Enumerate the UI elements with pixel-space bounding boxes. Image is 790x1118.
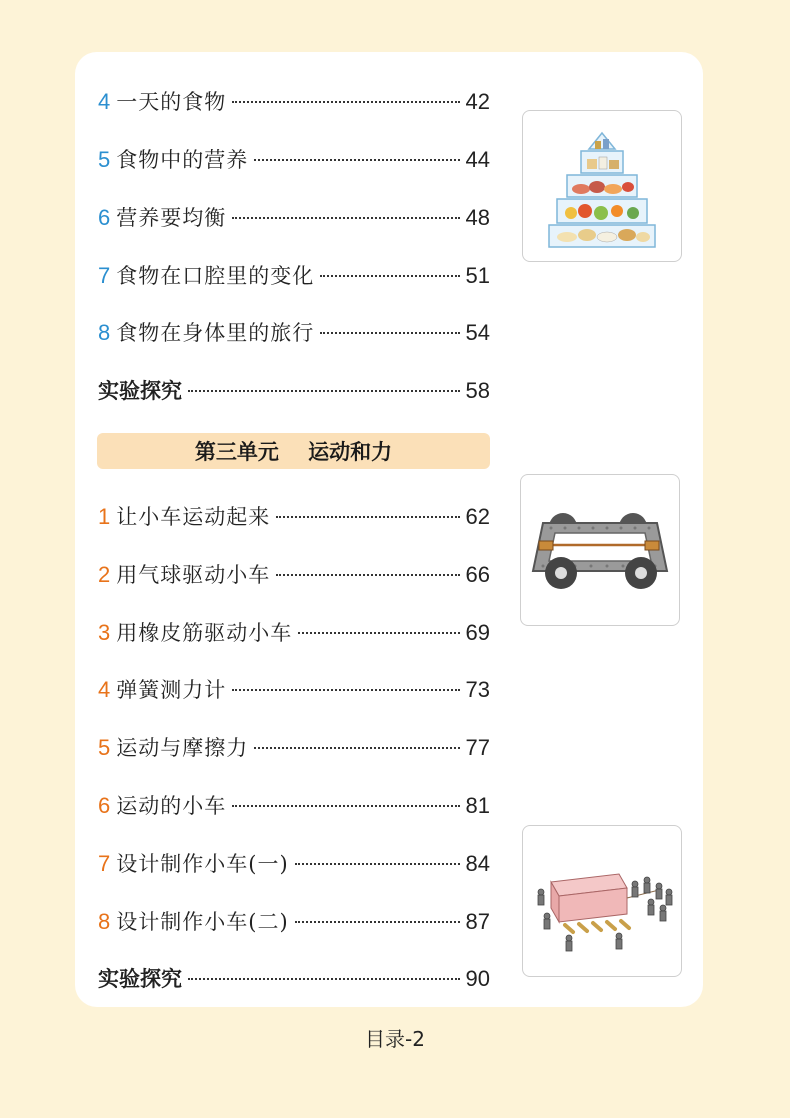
dot-leader — [232, 217, 459, 219]
entry-page: 44 — [465, 147, 490, 172]
toc-entry[interactable] — [98, 317, 490, 347]
entry-number: 6 — [98, 205, 111, 230]
entry-title: 食物在口腔里的变化 — [116, 264, 315, 288]
entry-page: 58 — [465, 378, 490, 403]
dot-leader — [254, 159, 459, 161]
dot-leader — [254, 747, 459, 749]
entry-number: 8 — [98, 909, 111, 934]
entry-page: 66 — [465, 562, 490, 587]
toc-entry[interactable] — [98, 617, 490, 647]
toc-entry[interactable] — [98, 790, 490, 820]
entry-title: 用橡皮筋驱动小车 — [116, 621, 293, 645]
dot-leader — [295, 921, 460, 923]
entry-title: 设计制作小车(二) — [116, 910, 289, 934]
entry-title: 一天的食物 — [116, 90, 227, 114]
dot-leader — [298, 632, 459, 634]
entry-title: 设计制作小车(一) — [116, 852, 289, 876]
toc-entry-experiment[interactable] — [98, 375, 490, 405]
toc-entry[interactable] — [98, 144, 490, 174]
dot-leader — [232, 101, 459, 103]
page-footer: 目录-2 — [365, 1027, 425, 1051]
unit-header[interactable] — [97, 433, 490, 469]
dot-leader — [232, 689, 459, 691]
entry-page: 62 — [465, 504, 490, 529]
entry-title: 弹簧测力计 — [116, 678, 227, 702]
entry-number: 5 — [98, 147, 111, 172]
entry-title: 营养要均衡 — [116, 206, 227, 230]
toc-entry[interactable] — [98, 202, 490, 232]
entry-number: 3 — [98, 620, 111, 645]
entry-title: 运动与摩擦力 — [116, 736, 249, 760]
entry-page: 87 — [465, 909, 490, 934]
entry-page: 90 — [465, 966, 490, 991]
dot-leader — [276, 516, 459, 518]
dot-leader — [295, 863, 460, 865]
entry-page: 84 — [465, 851, 490, 876]
entry-number: 6 — [98, 793, 111, 818]
entry-number: 4 — [98, 677, 111, 702]
dot-leader — [320, 275, 459, 277]
entry-page: 81 — [465, 793, 490, 818]
entry-page: 69 — [465, 620, 490, 645]
entry-title: 实验探究 — [98, 379, 182, 403]
entry-number: 7 — [98, 263, 111, 288]
entry-title: 运动的小车 — [116, 794, 227, 818]
entry-number: 2 — [98, 562, 111, 587]
entry-title: 实验探究 — [98, 967, 182, 991]
toc-entry[interactable] — [98, 559, 490, 589]
toc-entry[interactable] — [98, 260, 490, 290]
entry-number: 5 — [98, 735, 111, 760]
entry-number: 8 — [98, 320, 111, 345]
entry-page: 77 — [465, 735, 490, 760]
entry-page: 42 — [465, 89, 490, 114]
entry-page: 73 — [465, 677, 490, 702]
dot-leader — [188, 978, 460, 980]
food-pyramid-icon — [522, 110, 682, 262]
unit-name: 运动和力 — [308, 440, 393, 464]
toc-entry[interactable] — [98, 86, 490, 116]
dot-leader — [188, 390, 460, 392]
unit-label: 第三单元 — [194, 440, 279, 464]
dot-leader — [320, 332, 459, 334]
entry-page: 54 — [465, 320, 490, 345]
entry-title: 食物中的营养 — [116, 148, 249, 172]
entry-title: 食物在身体里的旅行 — [116, 321, 315, 345]
toc-entry[interactable] — [98, 674, 490, 704]
dot-leader — [276, 574, 459, 576]
toc-entry[interactable] — [98, 848, 490, 878]
toc-entry[interactable] — [98, 906, 490, 936]
toc-entry-experiment[interactable] — [98, 963, 490, 993]
entry-title: 用气球驱动小车 — [116, 563, 271, 587]
people-pulling-block-on-rollers-icon — [522, 825, 682, 977]
entry-number: 4 — [98, 89, 111, 114]
toy-car-chassis-icon — [520, 474, 680, 626]
toc-entry[interactable] — [98, 732, 490, 762]
entry-page: 51 — [465, 263, 490, 288]
entry-page: 48 — [465, 205, 490, 230]
entry-number: 7 — [98, 851, 111, 876]
toc-entry[interactable] — [98, 501, 490, 531]
entry-number: 1 — [98, 504, 111, 529]
dot-leader — [232, 805, 459, 807]
entry-title: 让小车运动起来 — [116, 505, 271, 529]
